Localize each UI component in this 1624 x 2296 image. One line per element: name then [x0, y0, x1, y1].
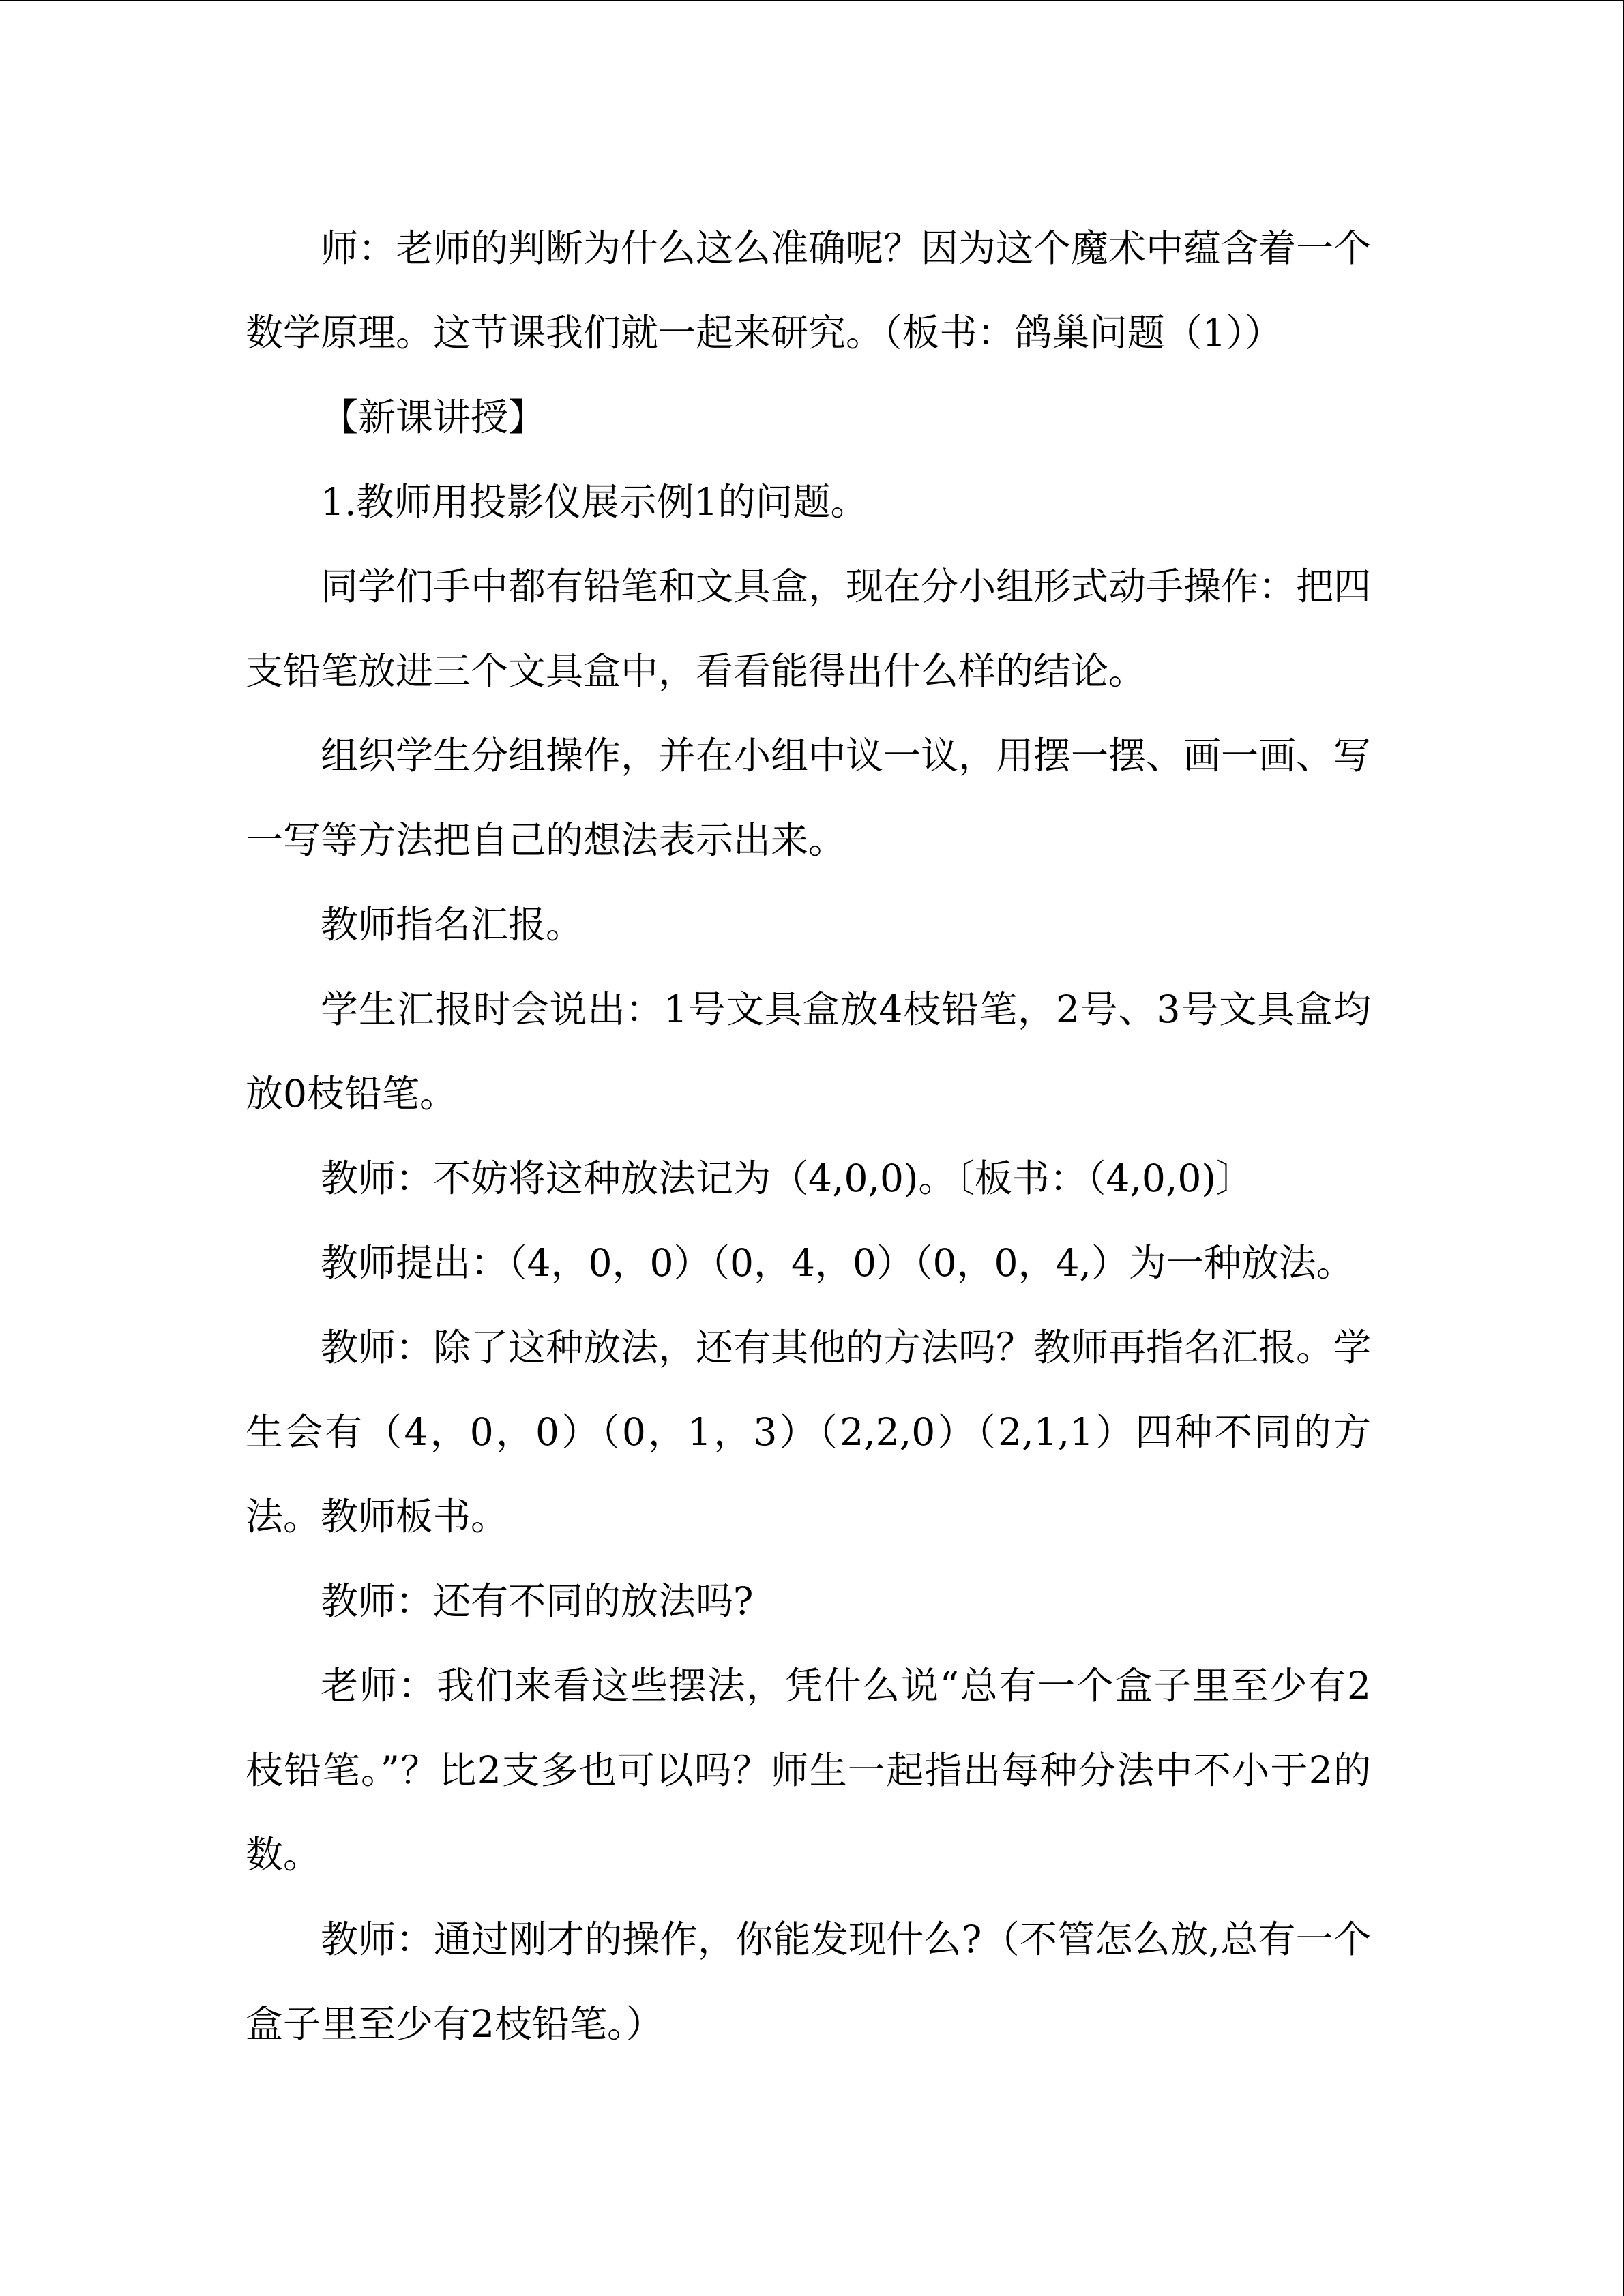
paragraph: 教师指名汇报。: [321, 903, 584, 946]
paragraph: 组织学生分组操作，并在小组中议一议，用摆一摆、画一画、写一写等方法把自己的想法表示出来。: [246, 734, 1372, 862]
paragraph: 同学们手中都有铅笔和文具盒，现在分小组形式动手操作：把四支铅笔放进三个文具盒中，看看能得出什么样的结论。: [246, 565, 1372, 693]
paragraph: 教师：还有不同的放法吗?: [321, 1579, 754, 1623]
paragraph: 教师：除了这种放法，还有其他的方法吗？教师再指名汇报。学生会有（4，0，0）（0，1，3）（2,2,0）（2,1,1）四种不同的方法。教师板书。: [246, 1326, 1372, 1538]
paragraph: 教师提出：（4，0，0）（0，4，0）（0，0，4,）为一种放法。: [321, 1241, 1354, 1285]
paragraph: 1.教师用投影仪展示例1的问题。: [321, 480, 868, 524]
section-heading: 【新课讲授】: [321, 396, 546, 439]
document-body: [246, 206, 1371, 2066]
paragraph: 教师：不妨将这种放法记为（4,0,0)。〔板书：（4,0,0)〕: [321, 1157, 1254, 1200]
paragraph: 学生汇报时会说出：1号文具盒放4枝铅笔，2号、3号文具盒均放0枝铅笔。: [246, 987, 1371, 1116]
paragraph: 教师：通过刚才的操作，你能发现什么?（不管怎么放,总有一个盒子里至少有2枝铅笔。）: [246, 1918, 1371, 2046]
paragraph: 老师：我们来看这些摆法，凭什么说“总有一个盒子里至少有2枝铅笔。”？比2支多也可以吗？师生一起指出每种分法中不小于2的数。: [246, 1664, 1371, 1877]
paragraph: 师：老师的判断为什么这么准确呢？因为这个魔术中蕴含着一个数学原理。这节课我们就一起来研究。（板书：鸽巢问题（1））: [246, 226, 1372, 355]
